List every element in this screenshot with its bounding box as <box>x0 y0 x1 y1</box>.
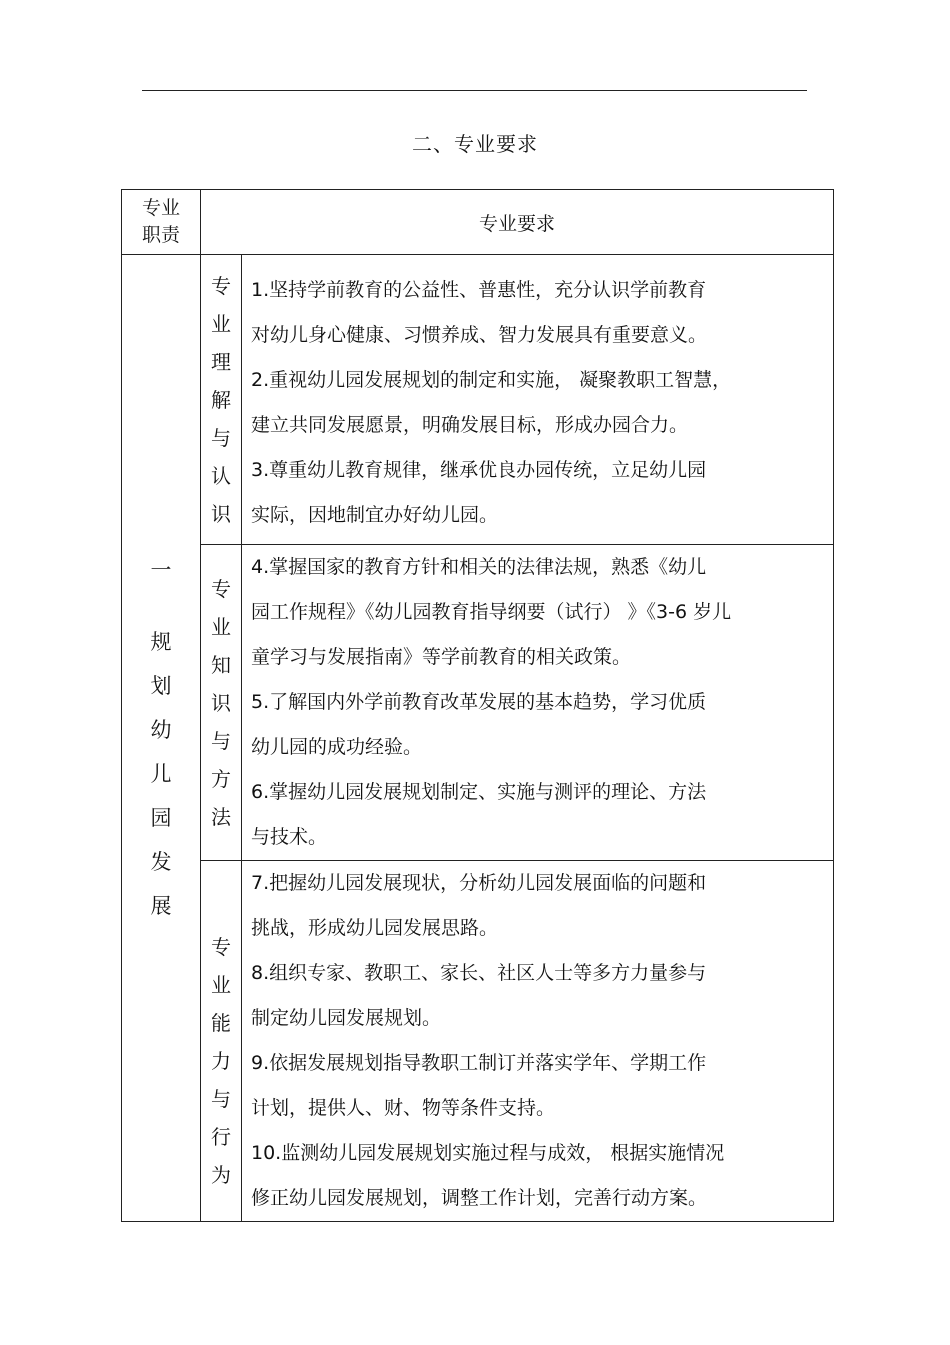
section-label-char: 专 <box>211 935 231 959</box>
duty-gap <box>122 592 200 620</box>
header-duty-line2: 职责 <box>141 224 180 246</box>
section-label-char: 理 <box>211 349 231 374</box>
requirement-line: 计划，提供人、财、物等条件支持。 <box>251 1097 556 1119</box>
section-label-char: 行 <box>211 1125 231 1149</box>
duty-char: 划 <box>150 674 172 698</box>
requirement-line: 与技术。 <box>251 826 328 848</box>
section-items-knowledge <box>242 545 834 861</box>
table-row <box>122 255 834 545</box>
section-label-char: 法 <box>211 804 231 829</box>
header-rule <box>142 90 807 91</box>
section-label-char: 识 <box>211 690 231 715</box>
section-label-char: 与 <box>211 728 231 753</box>
section-label-char: 能 <box>211 1011 231 1035</box>
requirement-line: 4.掌握国家的教育方针和相关的法律法规，熟悉《幼儿 <box>251 556 707 578</box>
table-row <box>122 861 834 1222</box>
requirement-line: 7.把握幼儿园发展现状，分析幼儿园发展面临的问题和 <box>251 872 707 894</box>
section-label-char: 业 <box>211 614 231 639</box>
section-label-ability <box>201 861 242 1222</box>
requirement-line: 园工作规程》《幼儿园教育指导纲要（试行） 》《3-6 岁儿 <box>251 601 732 623</box>
requirement-line: 幼儿园的成功经验。 <box>251 736 423 758</box>
requirement-line: 修正幼儿园发展规划，调整工作计划，完善行动方案。 <box>251 1187 708 1209</box>
requirements-table <box>121 189 834 1222</box>
duty-char: 展 <box>150 894 172 918</box>
requirement-line: 实际，因地制宜办好幼儿园。 <box>251 503 499 526</box>
duty-cell <box>122 255 201 1222</box>
requirement-line: 5.了解国内外学前教育改革发展的基本趋势，学习优质 <box>251 691 707 713</box>
requirement-line: 6.掌握幼儿园发展规划制定、实施与测评的理论、方法 <box>251 781 707 803</box>
requirement-line: 3.尊重幼儿教育规律，继承优良办园传统，立足幼儿园 <box>251 458 707 481</box>
requirement-line: 1.坚持学前教育的公益性、普惠性，充分认识学前教育 <box>251 278 707 301</box>
requirement-line: 建立共同发展愿景，明确发展目标，形成办园合力。 <box>251 413 689 436</box>
section-label-char: 与 <box>211 425 231 450</box>
duty-char: 幼 <box>150 718 172 742</box>
section-label-knowledge <box>201 545 242 861</box>
table-row <box>122 545 834 861</box>
duty-char: 发 <box>150 850 172 874</box>
section-label-char: 业 <box>211 311 231 336</box>
duty-char: 园 <box>150 806 172 830</box>
requirement-line: 制定幼儿园发展规划。 <box>251 1007 442 1029</box>
section-label-char: 业 <box>211 973 231 997</box>
section-label-char: 知 <box>211 652 231 677</box>
section-label-char: 识 <box>211 501 231 526</box>
section-label-char: 解 <box>211 387 231 412</box>
duty-char: 一 <box>150 558 172 582</box>
requirement-line: 9.依据发展规划指导教职工制订并落实学年、学期工作 <box>251 1052 707 1074</box>
table-header-row <box>122 190 834 255</box>
header-requirements-cell: 专业要求 <box>201 190 834 255</box>
duty-char: 儿 <box>150 762 172 786</box>
section-label-char: 专 <box>211 273 231 298</box>
requirement-line: 8.组织专家、教职工、家长、社区人士等多方力量参与 <box>251 962 707 984</box>
requirement-line: 10.监测幼儿园发展规划实施过程与成效， 根据实施情况 <box>251 1142 725 1164</box>
requirement-line: 2.重视幼儿园发展规划的制定和实施， 凝聚教职工智慧， <box>251 368 732 391</box>
section-label-char: 方 <box>211 766 231 791</box>
section-label-char: 专 <box>211 576 231 601</box>
section-items-ability <box>242 861 834 1222</box>
section-label-char: 力 <box>211 1049 231 1073</box>
section-label-char: 为 <box>211 1163 231 1187</box>
duty-char: 规 <box>150 630 172 654</box>
header-duty-line1: 专业 <box>141 197 180 219</box>
requirement-line: 挑战，形成幼儿园发展思路。 <box>251 917 499 939</box>
header-duty-cell <box>122 190 201 255</box>
page-title: 二、专业要求 <box>412 132 538 156</box>
section-label-char: 认 <box>211 463 231 488</box>
requirement-line: 对幼儿身心健康、习惯养成、智力发展具有重要意义。 <box>251 323 708 346</box>
requirement-line: 童学习与发展指南》等学前教育的相关政策。 <box>251 646 632 668</box>
section-label-char: 与 <box>211 1087 231 1111</box>
section-label-understanding <box>201 255 242 545</box>
section-items-understanding <box>242 255 834 545</box>
